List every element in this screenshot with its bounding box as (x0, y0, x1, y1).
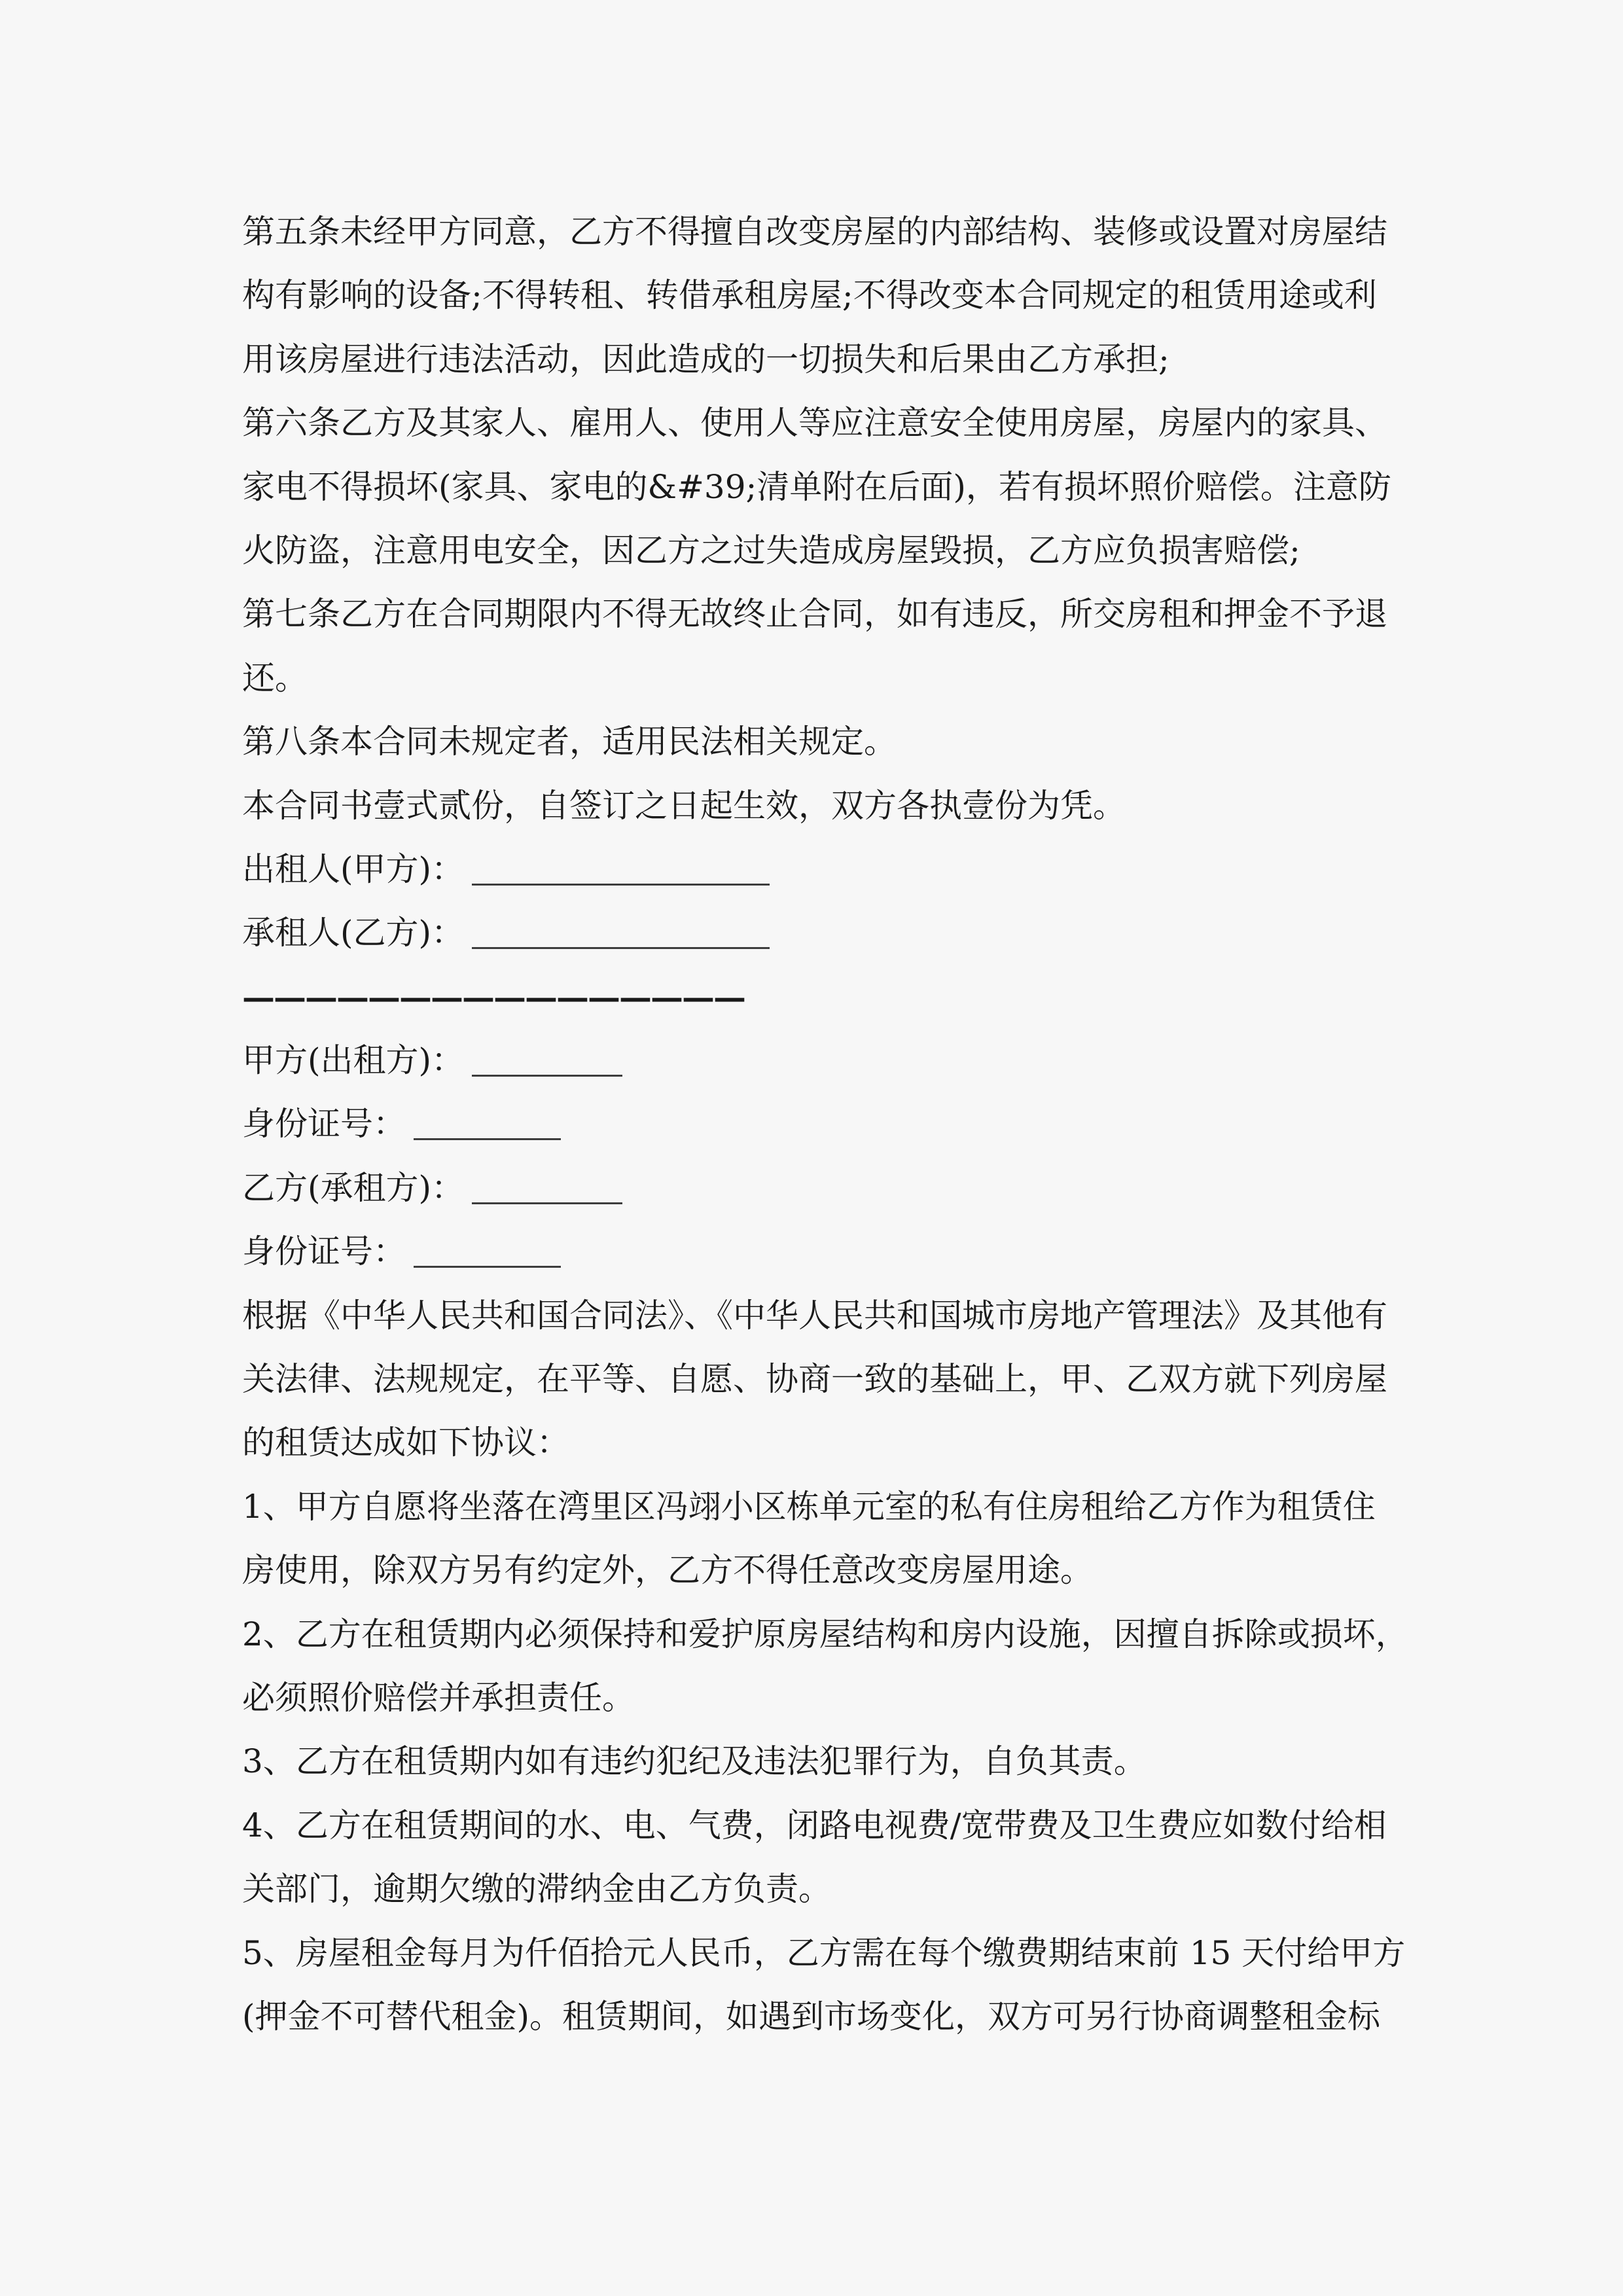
party-b-name-line (242, 1157, 1395, 1220)
lessee-signature-line (242, 901, 1395, 965)
lessor-signature-blank (472, 844, 770, 886)
item-4-line-2: 关部门，逾期欠缴的滞纳金由乙方负责。 (242, 1870, 831, 1909)
clause-7-line-1: 第七条乙方在合同期限内不得无故终止合同，如有违反，所交房租和押金不予退 (242, 595, 1387, 634)
clause-8-line: 第八条本合同未规定者，适用民法相关规定。 (242, 723, 897, 761)
lessee-signature-blank (472, 908, 770, 949)
lessor-signature-label: 出租人(甲方)： (242, 850, 465, 888)
party-b-id-label: 身份证号： (242, 1232, 406, 1271)
item-2-line-2: 必须照价赔偿并承担责任。 (242, 1678, 635, 1717)
clause-5-line-3: 用该房屋进行违法活动，因此造成的一切损失和后果由乙方承担; (242, 340, 1169, 378)
party-a-name-line (242, 1029, 1395, 1092)
party-b-id-line (242, 1220, 1395, 1283)
party-b-name-blank (472, 1163, 622, 1204)
clause-6-line-2: 家电不得损坏(家具、家电的&#39;清单附在后面)，若有损坏照价赔偿。注意防 (242, 467, 1391, 506)
party-a-name-label: 甲方(出租方)： (242, 1041, 465, 1080)
party-b-name-label: 乙方(承租方)： (242, 1168, 465, 1207)
clause-5-line-1: 第五条未经甲方同意，乙方不得擅自改变房屋的内部结构、装修或设置对房屋结 (242, 213, 1387, 251)
party-a-name-blank (472, 1035, 622, 1077)
item-3-line: 3、乙方在租赁期内如有违约犯纪及违法犯罪行为，自负其责。 (242, 1742, 1147, 1781)
item-5-line-1: 5、房屋租金每月为仟佰拾元人民币，乙方需在每个缴费期结束前 15 天付给甲方 (242, 1933, 1406, 1972)
preamble-line-1: 根据《中华人民共和国合同法》、《中华人民共和国城市房地产管理法》及其他有 (242, 1296, 1387, 1335)
item-5-line-2: (押金不可替代租金)。租赁期间，如遇到市场变化，双方可另行协商调整租金标 (242, 1997, 1381, 2036)
separator-dash-line: ———————————————— (242, 977, 745, 1016)
clause-6-line-3: 火防盗，注意用电安全，因乙方之过失造成房屋毁损，乙方应负损害赔偿; (242, 531, 1300, 569)
party-a-id-line (242, 1092, 1395, 1156)
party-a-id-blank (414, 1099, 561, 1140)
clause-6-line-1: 第六条乙方及其家人、雇用人、使用人等应注意安全使用房屋，房屋内的家具、 (242, 404, 1387, 442)
preamble-line-3: 的租赁达成如下协议： (242, 1424, 569, 1462)
clause-5-line-2: 构有影响的设备;不得转租、转借承租房屋;不得改变本合同规定的租赁用途或利 (242, 276, 1377, 315)
item-4-line-1: 4、乙方在租赁期间的水、电、气费，闭路电视费/宽带费及卫生费应如数付给相 (242, 1806, 1387, 1844)
item-1-line-1: 1、甲方自愿将坐落在湾里区冯翊小区栋单元室的私有住房租给乙方作为租赁住 (242, 1487, 1376, 1526)
party-b-id-blank (414, 1227, 561, 1268)
copies-statement-line: 本合同书壹式贰份，自签订之日起生效，双方各执壹份为凭。 (242, 786, 1126, 825)
party-a-id-label: 身份证号： (242, 1105, 406, 1143)
lessee-signature-label: 承租人(乙方)： (242, 914, 465, 952)
item-2-line-1: 2、乙方在租赁期内必须保持和爱护原房屋结构和房内设施，因擅自拆除或损坏， (242, 1615, 1408, 1653)
lessor-signature-line (242, 838, 1395, 901)
preamble-line-2: 关法律、法规规定，在平等、自愿、协商一致的基础上，甲、乙双方就下列房屋 (242, 1360, 1387, 1399)
clause-7-line-2: 还。 (242, 658, 308, 697)
item-1-line-2: 房使用，除双方另有约定外，乙方不得任意改变房屋用途。 (242, 1551, 1093, 1590)
contract-page-body (242, 200, 1408, 2049)
